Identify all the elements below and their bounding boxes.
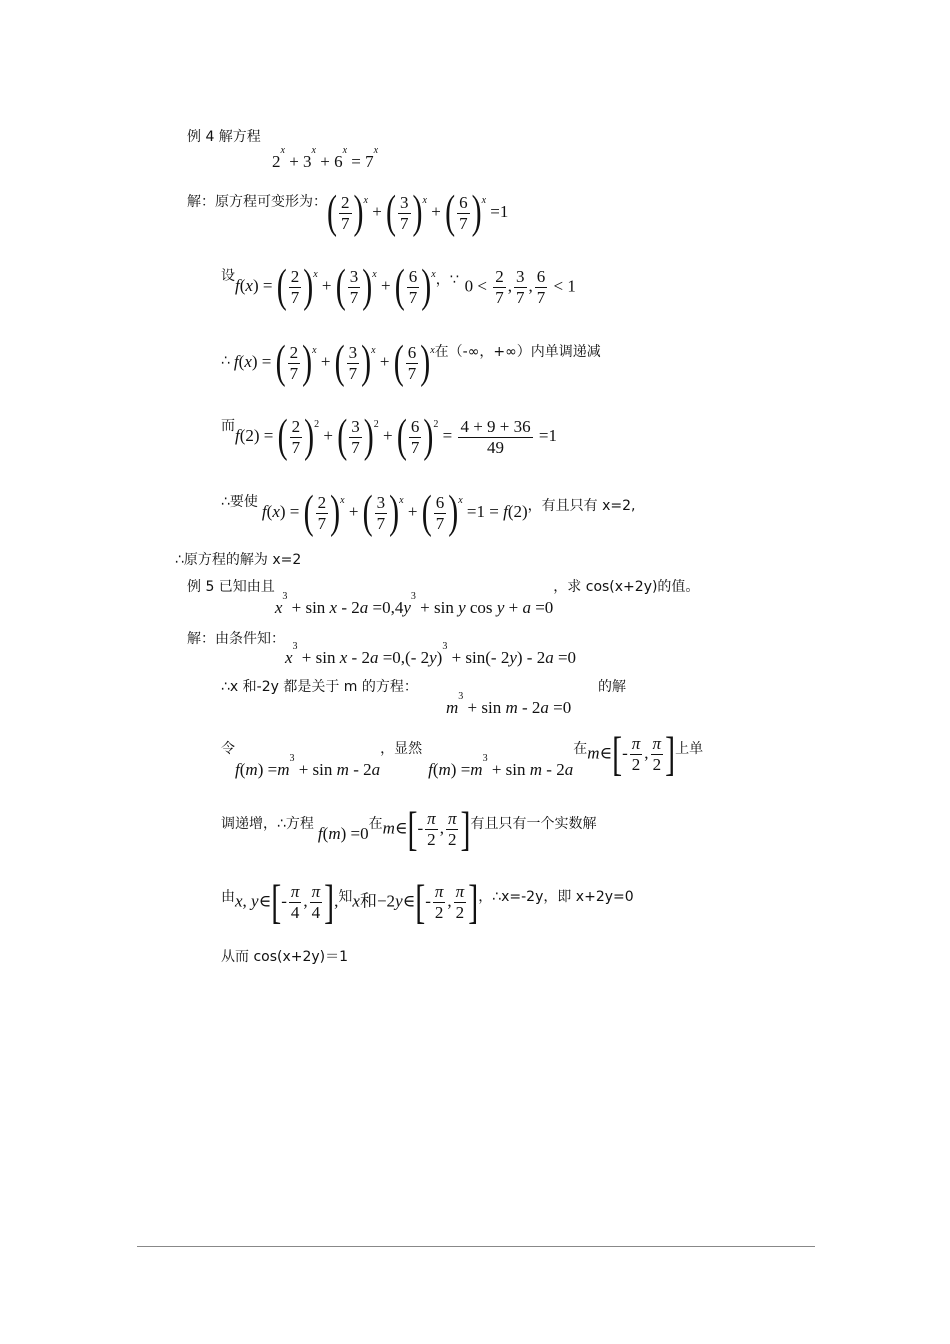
ex4-monotone-text: 在（-∞，+∞）内单调递减	[434, 344, 601, 360]
ex4-monotone-line	[221, 338, 601, 388]
ex5-let-line	[221, 727, 704, 781]
ex5-obviously: ，显然	[380, 741, 423, 757]
ex4-equation: $2^x + 3^x + 6^x = 7^x$	[272, 145, 379, 171]
ex4-evaluate-line	[221, 412, 557, 462]
ex5-hence: ，∴x=-2y，即 x+2y=0	[478, 889, 634, 905]
ex5-up-single: 上单	[675, 741, 704, 757]
ex4-solution-label: 解：原方程可变形为：	[187, 194, 327, 210]
ex4-title: 例 4 解方程	[187, 129, 261, 145]
ex4-and-label: 而	[221, 418, 235, 434]
ex5-roots-tail: 的解	[598, 679, 626, 695]
ex5-interval-2: m∈[- $\frac{\pi}{2}$ , $\frac{\pi}{2}$ ]	[382, 802, 471, 856]
ex5-fm-zero: f(m) =0	[317, 824, 369, 843]
ex5-let-function: $f(m) =m^3 + \sin m - 2a$	[235, 753, 381, 779]
ex4-since: ，∵	[435, 272, 459, 288]
ex5-by-line	[221, 875, 634, 929]
ex5-condition-equations: $x^3 + \sin x - 2a =0,(-$ 2y)$^3$ + sin(- 2y) - 2a =0	[285, 641, 577, 667]
ex4-only-text: ，有且只有 x=2,	[527, 498, 636, 514]
ex4-need-equation: f(x) = ( $\frac{2}{7}$ )$^x$ + ( $\frac{3}{7}$ )$^x$ + ( $\frac{6}{7}$ )$^x$ =1 = f(2)	[261, 486, 528, 539]
ex5-zai-2: 在	[368, 816, 383, 832]
ex5-by-label: 由	[221, 889, 235, 905]
ex4-therefore: ∴	[221, 353, 230, 369]
ex4-function-repeat: f(x) = ( $\frac{2}{7}$ )$^x$ + ( $\frac{3}{7}$ )$^x$ + ( $\frac{6}{7}$ )$^x$	[233, 336, 435, 389]
ex5-m-equation: $m^3 + \sin m - 2a =0$	[446, 691, 572, 717]
ex5-given-equations: $x^3 + \sin x - 2a =0,4y^3 + \sin y$ cos y + a =0	[274, 591, 554, 617]
ex5-function-repeat: $f(m) =m^3 + \sin m - 2a$	[428, 753, 574, 779]
ex4-transformed-equation: ( $\frac{2}{7}$ )$^x$ + ( $\frac{3}{7}$ )$^x$ + ( $\frac{6}{7}$ )$^x$ =1	[327, 186, 509, 239]
ex5-roots-text: ∴x 和-2y 都是关于 m 的方程：	[221, 679, 418, 695]
ex4-bounds: 0 < $\frac{2}{7}$ , $\frac{3}{7}$ , $\frac{6}{7}$ < 1	[464, 266, 576, 307]
ex5-increase-line	[221, 802, 597, 856]
ex5-increase-text: 调递增，∴方程	[221, 816, 314, 832]
ex5-ask: ，求 cos(x+2y)的值。	[553, 579, 700, 595]
ex4-need-line	[221, 488, 636, 538]
ex5-zai: 在	[573, 741, 588, 757]
ex4-define-line	[221, 262, 576, 312]
ex5-solution-label: 解：由条件知：	[187, 631, 285, 647]
ex5-one-root: 有且只有一个实数解	[470, 816, 597, 832]
ex4-transform-line	[187, 188, 508, 238]
ex5-x-minus2y-interval: x和−2y∈[- $\frac{\pi}{2}$ , $\frac{\pi}{2}$ ]	[352, 875, 479, 929]
ex5-let-label: 令	[221, 741, 235, 757]
ex4-function-definition: f(x) = ( $\frac{2}{7}$ )$^x$ + ( $\frac{3}{7}$ )$^x$ + ( $\frac{6}{7}$ )$^x$	[235, 260, 436, 313]
ex5-title-line	[187, 578, 700, 617]
ex5-condition-line	[187, 630, 577, 667]
ex4-conclusion: ∴原方程的解为 x=2	[175, 552, 302, 568]
ex5-final: 从而 cos(x+2y)＝1	[221, 949, 349, 965]
ex5-xy-interval: x, y∈[- $\frac{\pi}{4}$ , $\frac{\pi}{4}$ ],	[235, 875, 339, 929]
ex5-title: 例 5 已知由且	[187, 579, 275, 595]
ex4-set-label: 设	[221, 268, 235, 284]
ex4-f2-evaluation: f(2) = ( $\frac{2}{7}$ )$^2$ + ( $\frac{3}{7}$ )$^2$ + ( $\frac{6}{7}$ )$^2$ = $\frac{4 + 9 + 36}{49}$ =1	[235, 410, 557, 463]
ex4-need-label: ∴要使	[221, 494, 258, 510]
ex5-know: 知	[338, 889, 353, 905]
ex5-interval: m∈[- $\frac{\pi}{2}$ , $\frac{\pi}{2}$ ]	[587, 727, 676, 781]
footer-rule	[137, 1246, 815, 1247]
